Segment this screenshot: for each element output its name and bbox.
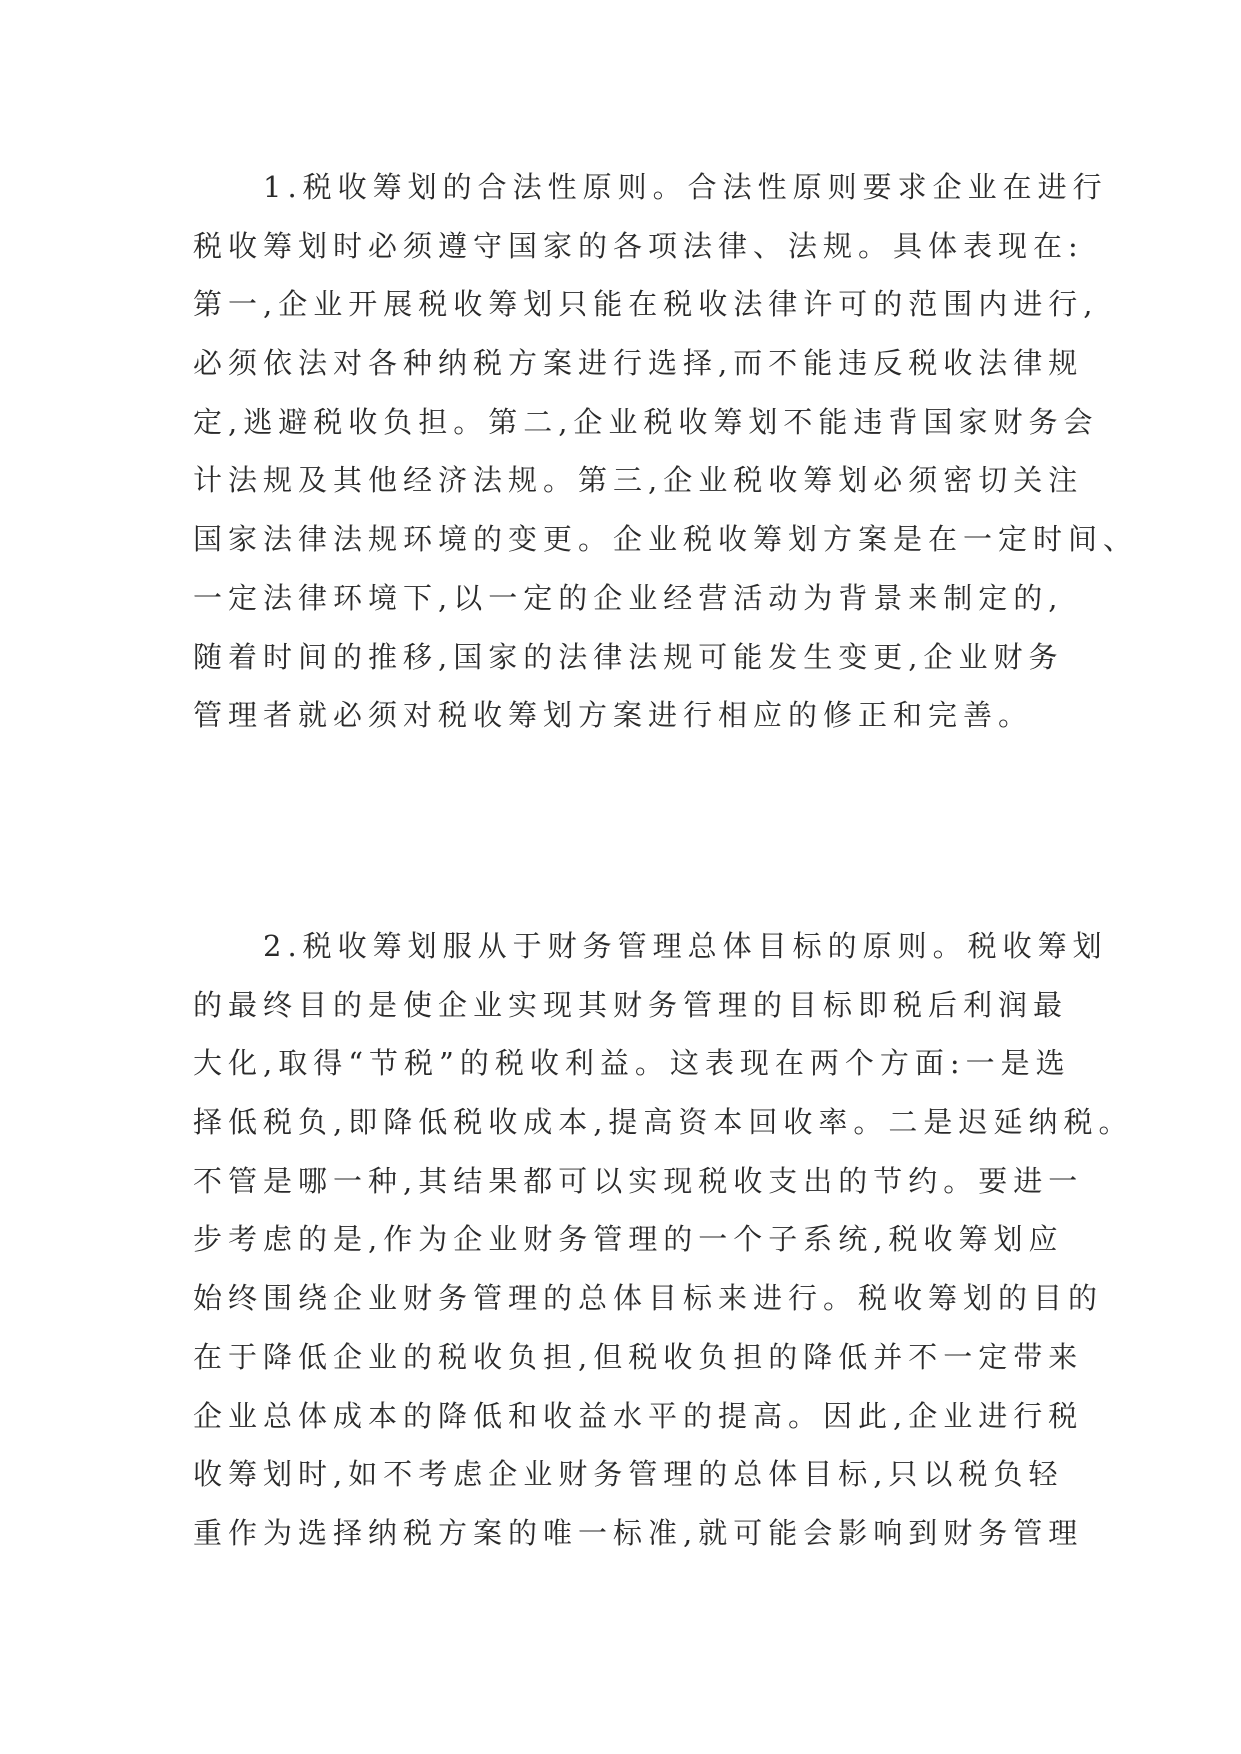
paragraph-line: 企业总体成本的降低和收益水平的提高。因此,企业进行税	[193, 1398, 1084, 1433]
paragraph-line: 2.税收筹划服从于财务管理总体目标的原则。税收筹划	[193, 929, 1108, 963]
paragraph-line: 一定法律环境下,以一定的企业经营活动为背景来制定的,	[193, 580, 1064, 615]
paragraph-line: 管理者就必须对税收筹划方案进行相应的修正和完善。	[193, 698, 1034, 733]
paragraph-line: 1.税收筹划的合法性原则。合法性原则要求企业在进行	[193, 170, 1108, 204]
paragraph-financial-goal-principle	[193, 917, 1134, 1563]
paragraph-line: 收筹划时,如不考虑企业财务管理的总体目标,只以税负轻	[193, 1457, 1064, 1492]
paragraph-line: 第一,企业开展税收筹划只能在税收法律许可的范围内进行,	[193, 287, 1099, 322]
paragraph-line: 的最终目的是使企业实现其财务管理的目标即税后利润最	[193, 987, 1069, 1022]
paragraph-line: 随着时间的推移,国家的法律法规可能发生变更,企业财务	[193, 639, 1064, 674]
paragraph-line: 定,逃避税收负担。第二,企业税收筹划不能违背国家财务会	[193, 404, 1099, 439]
paragraph-legality-principle	[193, 158, 1139, 745]
paragraph-line: 税收筹划时必须遵守国家的各项法律、法规。具体表现在:	[193, 228, 1084, 263]
paragraph-line: 大化,取得“节税”的税收利益。这表现在两个方面:一是选	[193, 1046, 1071, 1081]
paragraph-line: 始终围绕企业财务管理的总体目标来进行。税收筹划的目的	[193, 1281, 1104, 1316]
paragraph-line: 计法规及其他经济法规。第三,企业税收筹划必须密切关注	[193, 463, 1084, 498]
paragraph-line: 必须依法对各种纳税方案进行选择,而不能违反税收法律规	[193, 346, 1084, 381]
paragraph-line: 国家法律法规环境的变更。企业税收筹划方案是在一定时间、	[193, 522, 1139, 557]
paragraph-line: 不管是哪一种,其结果都可以实现税收支出的节约。要进一	[193, 1163, 1084, 1198]
paragraph-line: 步考虑的是,作为企业财务管理的一个子系统,税收筹划应	[193, 1222, 1064, 1257]
paragraph-line: 在于降低企业的税收负担,但税收负担的降低并不一定带来	[193, 1339, 1084, 1374]
paragraph-line: 择低税负,即降低税收成本,提高资本回收率。二是迟延纳税。	[193, 1105, 1134, 1140]
paragraph-line: 重作为选择纳税方案的唯一标准,就可能会影响到财务管理	[193, 1515, 1084, 1550]
